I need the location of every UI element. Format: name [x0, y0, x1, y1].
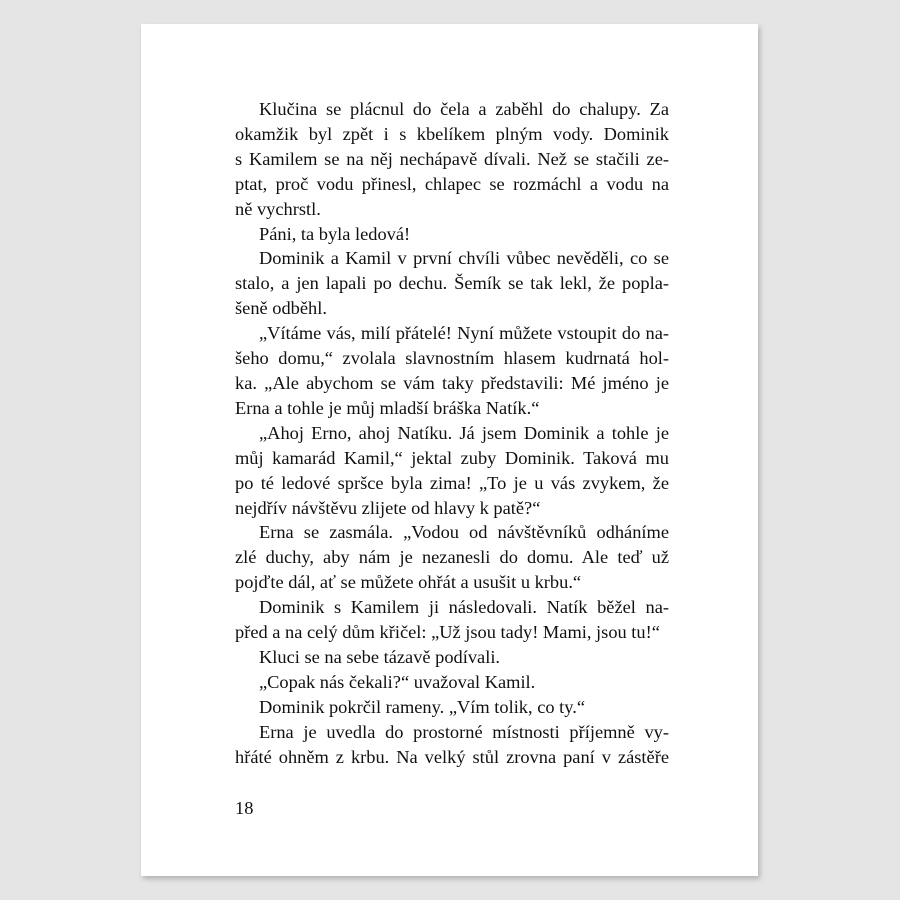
text-line: Dominik pokrčil rameny. „Vím tolik, co ty.“ [259, 696, 586, 717]
text-line: můj kamarád Kamil,“ jektal zuby Dominik. Taková mu [235, 447, 669, 468]
text-line: nejdřív návštěvu zlijete od hlavy k patě?“ [235, 497, 541, 518]
page-number: 18 [235, 798, 254, 818]
text-line: stalo, a jen lapali po dechu. Šemík se tak lekl, že popla- [235, 273, 669, 294]
text-line: šeho domu,“ zvolala slavnostním hlasem kudrnatá hol- [235, 348, 669, 369]
text-line: Klučina se plácnul do čela a zaběhl do chalupy. Za [259, 99, 669, 119]
text-line: pojďte dál, ať se můžete ohřát a usušit u krbu.“ [235, 572, 582, 593]
text-line: Kluci se na sebe tázavě podívali. [259, 646, 501, 667]
text-line: s Kamilem se na něj nechápavě dívali. Než se stačili ze- [235, 148, 669, 169]
body-text [235, 97, 669, 769]
text-line: Erna je uvedla do prostorné místnosti příjemně vy- [259, 721, 669, 742]
text-line: hřáté ohněm z krbu. Na velký stůl zrovna paní v zástěře [235, 746, 669, 767]
text-line: „Vítáme vás, milí přátelé! Nyní můžete vstoupit do na- [259, 323, 669, 344]
text-line: Erna a tohle je můj mladší bráška Natík.“ [235, 397, 540, 418]
text-line: ptat, proč vodu přinesl, chlapec se rozmáchl a vodu na [235, 173, 669, 194]
text-line: ka. „Ale abychom se vám taky představili: Mé jméno je [235, 372, 669, 393]
text-line: Dominik a Kamil v první chvíli vůbec nevěděli, co se [259, 248, 669, 269]
text-line: „Copak nás čekali?“ uvažoval Kamil. [259, 671, 536, 692]
text-line: ně vychrstl. [235, 198, 321, 219]
text-line: zlé duchy, aby nám je nezanesli do domu. Ale teď už [235, 547, 669, 568]
text-line: „Ahoj Erno, ahoj Natíku. Já jsem Dominik a tohle je [259, 422, 669, 443]
text-line: šeně odběhl. [235, 298, 327, 319]
text-line: Erna se zasmála. „Vodou od návštěvníků odháníme [259, 522, 669, 543]
text-line: před a na celý dům křičel: „Už jsou tady! Mami, jsou tu!“ [235, 622, 660, 643]
text-line: okamžik byl zpět i s kbelíkem plným vody. Dominik [235, 123, 669, 144]
book-page [141, 24, 758, 876]
text-line: po té ledové spršce byla zima! „To je u vás zvykem, že [235, 472, 669, 493]
text-line: Páni, ta byla ledová! [259, 223, 411, 244]
text-line: Dominik s Kamilem ji následovali. Natík běžel na- [259, 597, 669, 618]
